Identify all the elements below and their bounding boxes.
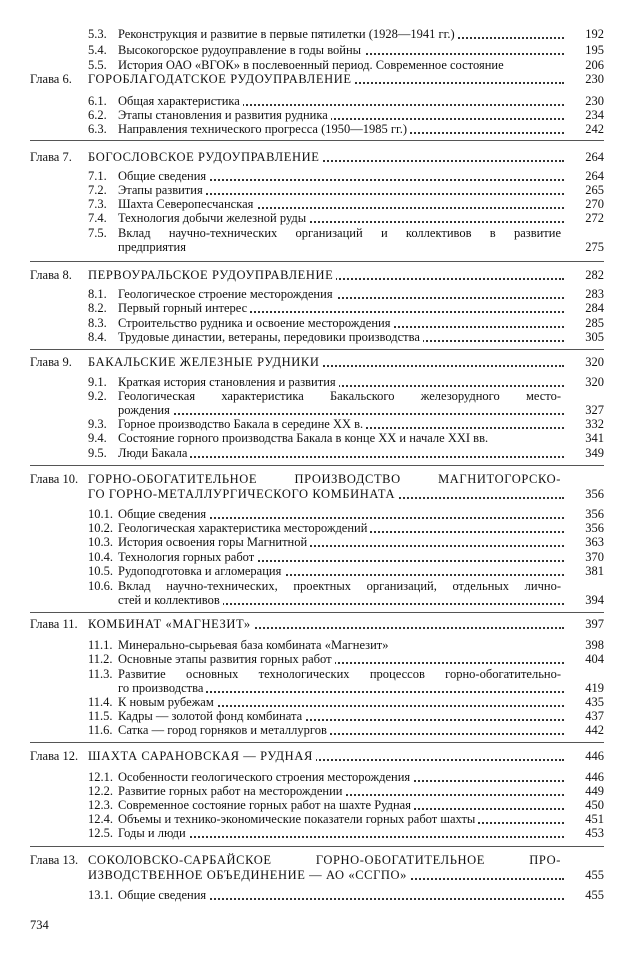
chapter-label: Глава 6. [30,72,72,86]
toc-row [88,770,604,784]
separator [30,742,604,743]
page-ref: 206 [585,58,604,72]
section-title-cont: предприятия [118,240,564,254]
toc-row [88,667,604,681]
section-title: История освоения горы Магнитной [118,535,564,549]
page-ref: 332 [585,417,604,431]
section-title: Общая характеристика [118,94,564,108]
chapter-label: Глава 12. [30,749,79,763]
page-ref: 265 [585,183,604,197]
toc-row [88,579,604,593]
page-ref: 394 [585,593,604,607]
toc-row [88,709,604,723]
section-number: 10.6. [88,579,113,593]
page-ref: 398 [585,638,604,652]
separator [30,261,604,262]
separator [30,140,604,141]
page-ref: 397 [585,617,604,631]
page-ref: 282 [585,268,604,282]
toc-row [88,652,604,666]
page-number: 734 [30,918,49,932]
section-number: 5.5. [88,58,107,72]
chapter-row-cont [88,868,604,882]
page-ref: 419 [585,681,604,695]
section-number: 11.4. [88,695,113,709]
section-number: 8.1. [88,287,107,301]
section-title: Вклад научно-технических, проектных организаций, отдельных лично- [118,579,564,593]
section-number: 10.1. [88,507,113,521]
toc-row [88,507,604,521]
chapter-title: СОКОЛОВСКО-САРБАЙСКОЕ ГОРНО-ОБОГАТИТЕЛЬНОЕ ПРО- [88,853,564,867]
page-ref: 455 [585,868,604,882]
toc-row [88,389,604,403]
section-title: Первый горный интерес [118,301,564,315]
section-number: 11.6. [88,723,113,737]
page-ref: 270 [585,197,604,211]
section-title: Развитие горных работ на месторождении [118,784,564,798]
section-number: 9.3. [88,417,107,431]
section-number: 8.4. [88,330,107,344]
page-ref: 242 [585,122,604,136]
page-ref: 450 [585,798,604,812]
section-number: 13.1. [88,888,113,902]
chapter-title: ГОРНО-ОБОГАТИТЕЛЬНОЕ ПРОИЗВОДСТВО МАГНИТОГОРСКО- [88,472,564,486]
toc-row [88,638,604,652]
section-number: 7.1. [88,169,107,183]
section-number: 9.2. [88,389,107,403]
section-title: Геологическое строение месторождения [118,287,564,301]
section-title: Люди Бакала [118,446,564,460]
section-number: 5.4. [88,43,107,57]
section-title: Общие сведения [118,169,564,183]
chapter-row [88,853,604,867]
section-title: Трудовые династии, ветераны, передовики производства [118,330,564,344]
section-title-cont: стей и коллективов [118,593,564,607]
page-ref: 446 [585,749,604,763]
page-ref: 453 [585,826,604,840]
section-title: Технология добычи железной руды [118,211,564,225]
toc-row [88,108,604,122]
section-number: 7.3. [88,197,107,211]
toc-row [88,535,604,549]
page-ref: 285 [585,316,604,330]
toc-row [88,375,604,389]
section-number: 10.2. [88,521,113,535]
toc-row [88,330,604,344]
separator [30,349,604,350]
section-title: Кадры — золотой фонд комбината [118,709,564,723]
toc-row [88,812,604,826]
section-title: Рудоподготовка и агломерация [118,564,564,578]
page-ref: 284 [585,301,604,315]
toc-row [88,43,604,57]
chapter-row [88,617,604,631]
toc-row [88,431,604,445]
section-title: Сатка — город горняков и металлургов [118,723,564,737]
section-number: 7.2. [88,183,107,197]
section-number: 6.3. [88,122,107,136]
section-title-cont: рождения [118,403,564,417]
section-number: 8.2. [88,301,107,315]
toc-row [88,723,604,737]
page-ref: 305 [585,330,604,344]
section-number: 7.4. [88,211,107,225]
section-title: Основные этапы развития горных работ [118,652,564,666]
page-ref: 195 [585,43,604,57]
chapter-row-cont [88,487,604,501]
section-number: 11.2. [88,652,113,666]
toc-row [88,122,604,136]
section-title: Общие сведения [118,888,564,902]
page-ref: 449 [585,784,604,798]
section-title: Шахта Северопесчанская [118,197,564,211]
toc-row [88,417,604,431]
section-title: Годы и люди [118,826,564,840]
section-title: Развитие основных технологических процессов горно-обогатительно- [118,667,564,681]
page-ref: 341 [585,431,604,445]
section-title: Вклад научно-технических организаций и коллективов в развитие [118,226,564,240]
page-ref: 404 [585,652,604,666]
page-ref: 455 [585,888,604,902]
chapter-label: Глава 13. [30,853,79,867]
section-number: 12.2. [88,784,113,798]
section-number: 11.5. [88,709,113,723]
page-ref: 446 [585,770,604,784]
page-ref: 320 [585,375,604,389]
section-title: Геологическая характеристика Бакальского железорудного место- [118,389,564,403]
chapter-title-cont: ГО ГОРНО-МЕТАЛЛУРГИЧЕСКОГО КОМБИНАТА [88,487,564,501]
section-title: Строительство рудника и освоение месторождения [118,316,564,330]
page-ref: 264 [585,150,604,164]
chapter-row [88,268,604,282]
toc-row [88,446,604,460]
toc-row [88,316,604,330]
chapter-row [88,749,604,763]
page-ref: 234 [585,108,604,122]
toc-row [88,27,604,41]
page-ref: 230 [585,94,604,108]
page-ref: 381 [585,564,604,578]
chapter-label: Глава 10. [30,472,79,486]
toc-row-cont [88,593,604,607]
toc-row [88,183,604,197]
section-number: 7.5. [88,226,107,240]
section-title: К новым рубежам [118,695,564,709]
toc-row [88,798,604,812]
page-ref: 320 [585,355,604,369]
chapter-label: Глава 8. [30,268,72,282]
chapter-title: БАКАЛЬСКИЕ ЖЕЛЕЗНЫЕ РУДНИКИ [88,355,564,369]
section-title: Этапы развития [118,183,564,197]
toc-row [88,211,604,225]
page-ref: 264 [585,169,604,183]
section-title: Современное состояние горных работ на шахте Рудная [118,798,564,812]
section-title: Минерально-сырьевая база комбината «Магнезит» [118,638,564,652]
section-number: 10.4. [88,550,113,564]
page-ref: 356 [585,521,604,535]
section-title: Технология горных работ [118,550,564,564]
section-number: 10.3. [88,535,113,549]
chapter-title: ГОРОБЛАГОДАТСКОЕ РУДОУПРАВЛЕНИЕ [88,72,564,86]
section-title: Состояние горного производства Бакала в конце XX и начале XXI вв. [118,431,564,445]
toc-row-cont [88,681,604,695]
chapter-row [88,150,604,164]
page-ref: 442 [585,723,604,737]
section-title: Общие сведения [118,507,564,521]
section-title: Особенности геологического строения месторождения [118,770,564,784]
chapter-row [88,72,604,86]
section-number: 8.3. [88,316,107,330]
toc-row [88,226,604,240]
chapter-title: ПЕРВОУРАЛЬСКОЕ РУДОУПРАВЛЕНИЕ [88,268,564,282]
toc-row [88,169,604,183]
toc-row [88,784,604,798]
chapter-label: Глава 11. [30,617,78,631]
section-number: 10.5. [88,564,113,578]
page-ref: 356 [585,487,604,501]
section-title-cont: го производства [118,681,564,695]
section-number: 12.3. [88,798,113,812]
section-number: 11.1. [88,638,113,652]
section-title: Горное производство Бакала в середине XX в. [118,417,564,431]
page-ref: 327 [585,403,604,417]
chapter-label: Глава 9. [30,355,72,369]
separator [30,612,604,613]
section-title: Краткая история становления и развития [118,375,564,389]
toc-row [88,197,604,211]
page-ref: 437 [585,709,604,723]
chapter-title-cont: ИЗВОДСТВЕННОЕ ОБЪЕДИНЕНИЕ — АО «ССГПО» [88,868,564,882]
page-ref: 192 [585,27,604,41]
toc-row [88,564,604,578]
chapter-label: Глава 7. [30,150,72,164]
section-title: Объемы и технико-экономические показатели горных работ шахты [118,812,564,826]
section-title: История ОАО «ВГОК» в послевоенный период. Современное состояние [118,58,564,72]
page-ref: 283 [585,287,604,301]
section-number: 11.3. [88,667,113,681]
chapter-title: ШАХТА САРАНОВСКАЯ — РУДНАЯ [88,749,564,763]
page-ref: 356 [585,507,604,521]
chapter-row [88,472,604,486]
section-title: Реконструкция и развитие в первые пятилетки (1928—1941 гг.) [118,27,564,41]
toc-row [88,521,604,535]
page-ref: 230 [585,72,604,86]
toc-row [88,888,604,902]
page-ref: 451 [585,812,604,826]
page-ref: 435 [585,695,604,709]
section-title: Геологическая характеристика месторождений [118,521,564,535]
chapter-row [88,355,604,369]
page-ref: 349 [585,446,604,460]
toc-row-cont [88,403,604,417]
section-number: 6.1. [88,94,107,108]
toc-row [88,287,604,301]
toc-row [88,58,604,72]
section-number: 9.5. [88,446,107,460]
section-number: 12.1. [88,770,113,784]
toc-row [88,550,604,564]
page-ref: 370 [585,550,604,564]
section-number: 12.4. [88,812,113,826]
page-ref: 363 [585,535,604,549]
section-number: 9.4. [88,431,107,445]
section-title: Высокогорское рудоуправление в годы войны [118,43,564,57]
toc-row [88,94,604,108]
section-title: Этапы становления и развития рудника [118,108,564,122]
chapter-title: КОМБИНАТ «МАГНЕЗИТ» [88,617,564,631]
section-title: Направления технического прогресса (1950—1985 гг.) [118,122,564,136]
toc-row [88,695,604,709]
section-number: 9.1. [88,375,107,389]
section-number: 6.2. [88,108,107,122]
toc-row-cont [88,240,604,254]
section-number: 12.5. [88,826,113,840]
chapter-title: БОГОСЛОВСКОЕ РУДОУПРАВЛЕНИЕ [88,150,564,164]
separator [30,846,604,847]
page-ref: 272 [585,211,604,225]
section-number: 5.3. [88,27,107,41]
page-ref: 275 [585,240,604,254]
toc-row [88,826,604,840]
toc-row [88,301,604,315]
separator [30,465,604,466]
